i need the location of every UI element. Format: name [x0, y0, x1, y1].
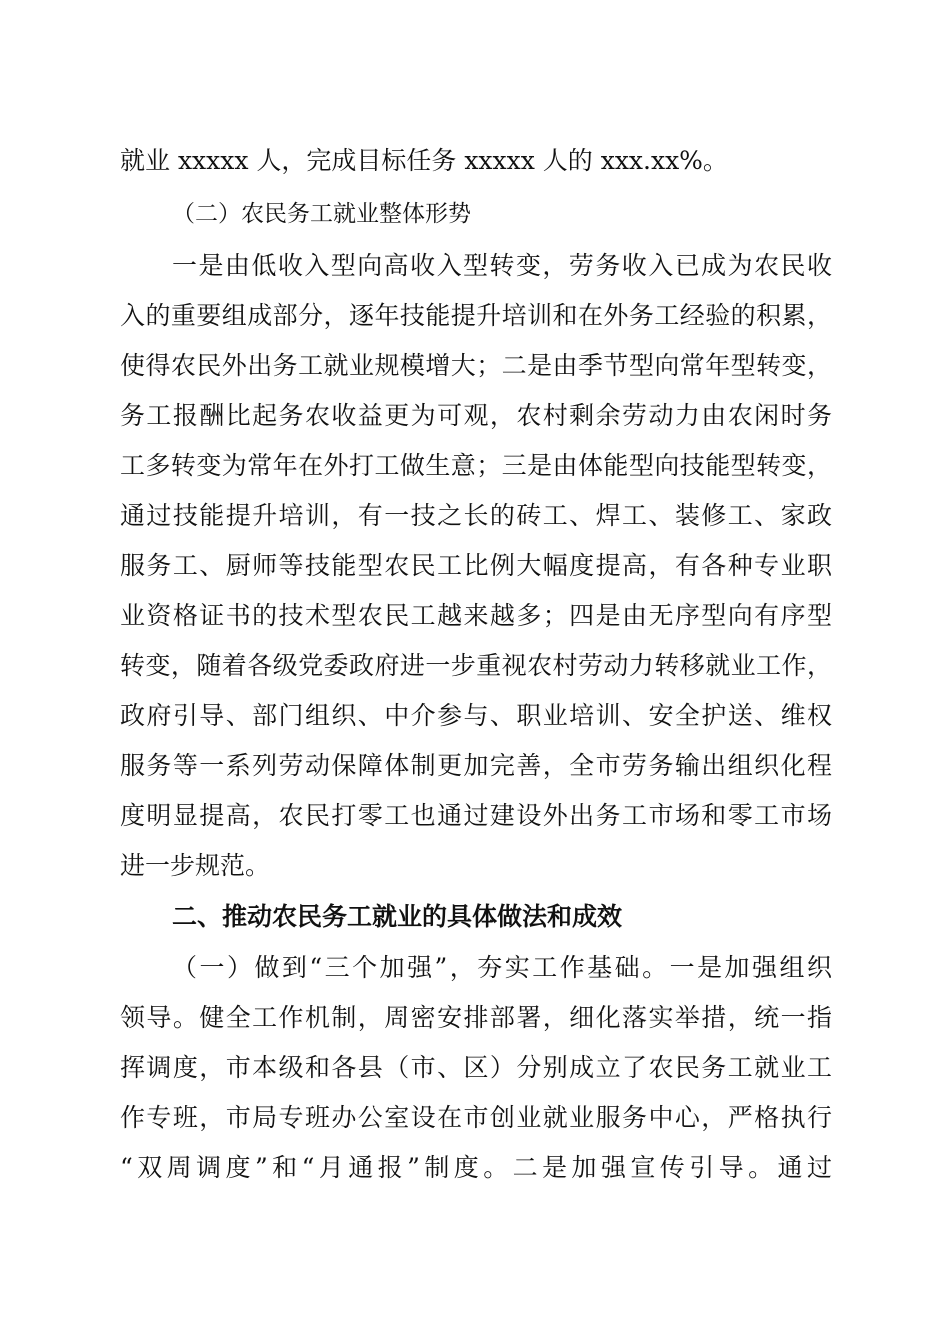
text-line-1: 就业 xxxxx 人，完成目标任务 xxxxx 人的 xxx.xx%。	[120, 146, 728, 175]
section-heading: 二、推动农民务工就业的具体做法和成效	[172, 902, 623, 931]
text-line-6: 务工报酬比起务农收益更为可观，农村剩余劳动力由农闲时务	[120, 401, 832, 430]
text-line-14: 度明显提高，农民打零工也通过建设外出务工市场和零工市场	[120, 801, 832, 830]
section-subheading: （二）农民务工就业整体形势	[172, 201, 471, 227]
text-line-4: 入的重要组成部分，逐年技能提升培训和在外务工经验的积累，	[120, 301, 832, 330]
text-line-3: 一是由低收入型向高收入型转变，劳务收入已成为农民收	[172, 251, 832, 280]
text-line-10: 业资格证书的技术型农民工越来越多；四是由无序型向有序型	[120, 601, 832, 630]
text-line-5: 使得农民外出务工就业规模增大；二是由季节型向常年型转变，	[120, 351, 832, 380]
text-line-17: （一）做到“三个加强”，夯实工作基础。一是加强组织	[172, 953, 832, 982]
text-line-15: 进一步规范。	[120, 851, 271, 880]
text-line-13: 服务等一系列劳动保障体制更加完善，全市劳务输出组织化程	[120, 751, 832, 780]
text-line-11: 转变，随着各级党委政府进一步重视农村劳动力转移就业工作，	[120, 651, 832, 680]
text-line-20: 作专班，市局专班办公室设在市创业就业服务中心，严格执行	[120, 1103, 832, 1132]
text-line-8: 通过技能提升培训，有一技之长的砖工、焊工、装修工、家政	[120, 501, 832, 530]
text-line-7: 工多转变为常年在外打工做生意；三是由体能型向技能型转变，	[120, 451, 832, 480]
text-line-9: 服务工、厨师等技能型农民工比例大幅度提高，有各种专业职	[120, 551, 832, 580]
text-line-19: 挥调度，市本级和各县（市、区）分别成立了农民务工就业工	[120, 1053, 832, 1082]
text-line-12: 政府引导、部门组织、中介参与、职业培训、安全护送、维权	[120, 701, 832, 730]
text-line-21: “双周调度”和“月通报”制度。二是加强宣传引导。通过	[120, 1153, 832, 1182]
text-line-18: 领导。健全工作机制，周密安排部署，细化落实举措，统一指	[120, 1003, 832, 1032]
